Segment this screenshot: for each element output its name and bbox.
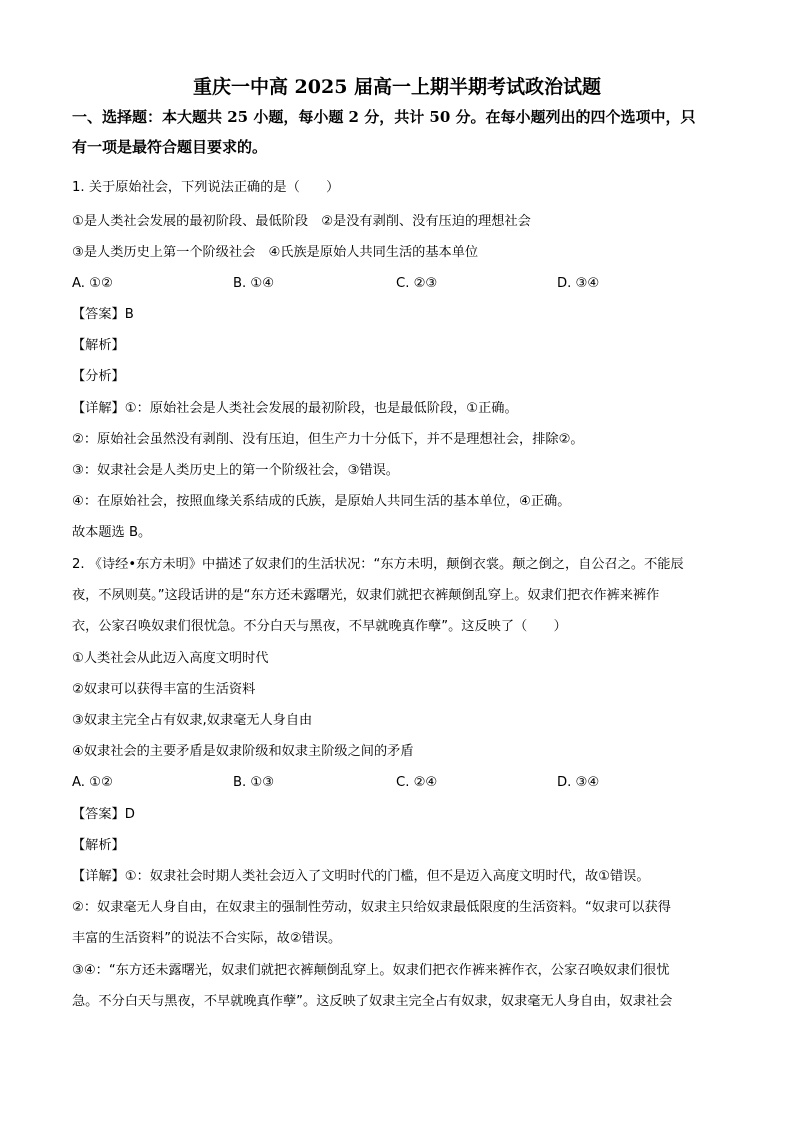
q2-detail-2b: 丰富的生活资料”的说法不合实际，故②错误。 <box>72 931 342 946</box>
q2-option-b: B. ①③ <box>233 775 275 790</box>
q2-answer: 【答案】D <box>72 807 135 822</box>
q1-fenxi-label: 【分析】 <box>72 369 125 384</box>
q1-option-b: B. ①④ <box>233 276 275 291</box>
q2-stem-line-3: 衣，公家召唤奴隶们很忧急。不分白天与黑夜，不早就晚真作孽”。这反映了（ ） <box>72 619 567 634</box>
q2-detail-1: 【详解】①：奴隶社会时期人类社会迈入了文明时代的门槛，但不是迈入高度文明时代，故①错误。 <box>72 869 650 884</box>
q2-analysis-label: 【解析】 <box>72 838 125 853</box>
q1-answer: 【答案】B <box>72 307 134 322</box>
q2-detail-3b: 急。不分白天与黑夜，不早就晚真作孽”。这反映了奴隶主完全占有奴隶，奴隶毫无人身自由，奴隶社会 <box>72 994 673 1009</box>
q2-stem-line-1: 2. 《诗经•东方未明》中描述了奴隶们的生活状况：“东方未明，颠倒衣裳。颠之倒之，自公召之。不能辰 <box>72 557 684 572</box>
q2-option-d: D. ③④ <box>557 775 600 790</box>
q1-statement-2: ③是人类历史上第一个阶级社会 ④氏族是原始人共同生活的基本单位 <box>72 245 479 260</box>
q2-statement-3: ③奴隶主完全占有奴隶,奴隶毫无人身自由 <box>72 713 313 728</box>
q2-option-a: A. ①② <box>72 775 113 790</box>
q1-analysis-label: 【解析】 <box>72 338 125 353</box>
page-title: 重庆一中高 2025 届高一上期半期考试政治试题 <box>192 76 602 98</box>
q2-statement-4: ④奴隶社会的主要矛盾是奴隶阶级和奴隶主阶级之间的矛盾 <box>72 744 414 759</box>
q1-option-a: A. ①② <box>72 276 113 291</box>
q2-detail-2a: ②：奴隶毫无人身自由，在奴隶主的强制性劳动，奴隶主只给奴隶最低限度的生活资料。“奴隶可以获得 <box>72 900 671 915</box>
q2-statement-2: ②奴隶可以获得丰富的生活资料 <box>72 682 256 697</box>
q1-option-d: D. ③④ <box>557 276 600 291</box>
q1-detail-1: 【详解】①：原始社会是人类社会发展的最初阶段，也是最低阶段，①正确。 <box>72 401 518 416</box>
q1-stem: 1. 关于原始社会，下列说法正确的是（ ） <box>72 180 340 195</box>
q1-detail-3: ③：奴隶社会是人类历史上的第一个阶级社会，③错误。 <box>72 463 399 478</box>
section-instruction-line-2: 有一项是最符合题目要求的。 <box>72 138 268 156</box>
q2-stem-line-2: 夜，不夙则莫。”这段话讲的是“东方还未露曙光，奴隶们就把衣裤颠倒乱穿上。奴隶们把衣作裤来裤作 <box>72 588 660 603</box>
q2-detail-3a: ③④：“东方还未露曙光，奴隶们就把衣裤颠倒乱穿上。奴隶们把衣作裤来裤作衣，公家召唤奴隶们很忧 <box>72 963 670 978</box>
q1-detail-4: ④：在原始社会，按照血缘关系结成的氏族，是原始人共同生活的基本单位，④正确。 <box>72 494 571 509</box>
q1-conclusion: 故本题选 B。 <box>72 525 152 540</box>
q1-option-c: C. ②③ <box>396 276 438 291</box>
q1-statement-1: ①是人类社会发展的最初阶段、最低阶段 ②是没有剥削、没有压迫的理想社会 <box>72 214 531 229</box>
section-instruction-line-1: 一、选择题：本大题共 25 小题，每小题 2 分，共计 50 分。在每小题列出的四个选项中，只 <box>72 108 696 126</box>
q2-statement-1: ①人类社会从此迈入高度文明时代 <box>72 651 269 666</box>
q1-detail-2: ②：原始社会虽然没有剥削、没有压迫，但生产力十分低下，并不是理想社会，排除②。 <box>72 432 584 447</box>
q2-option-c: C. ②④ <box>396 775 438 790</box>
